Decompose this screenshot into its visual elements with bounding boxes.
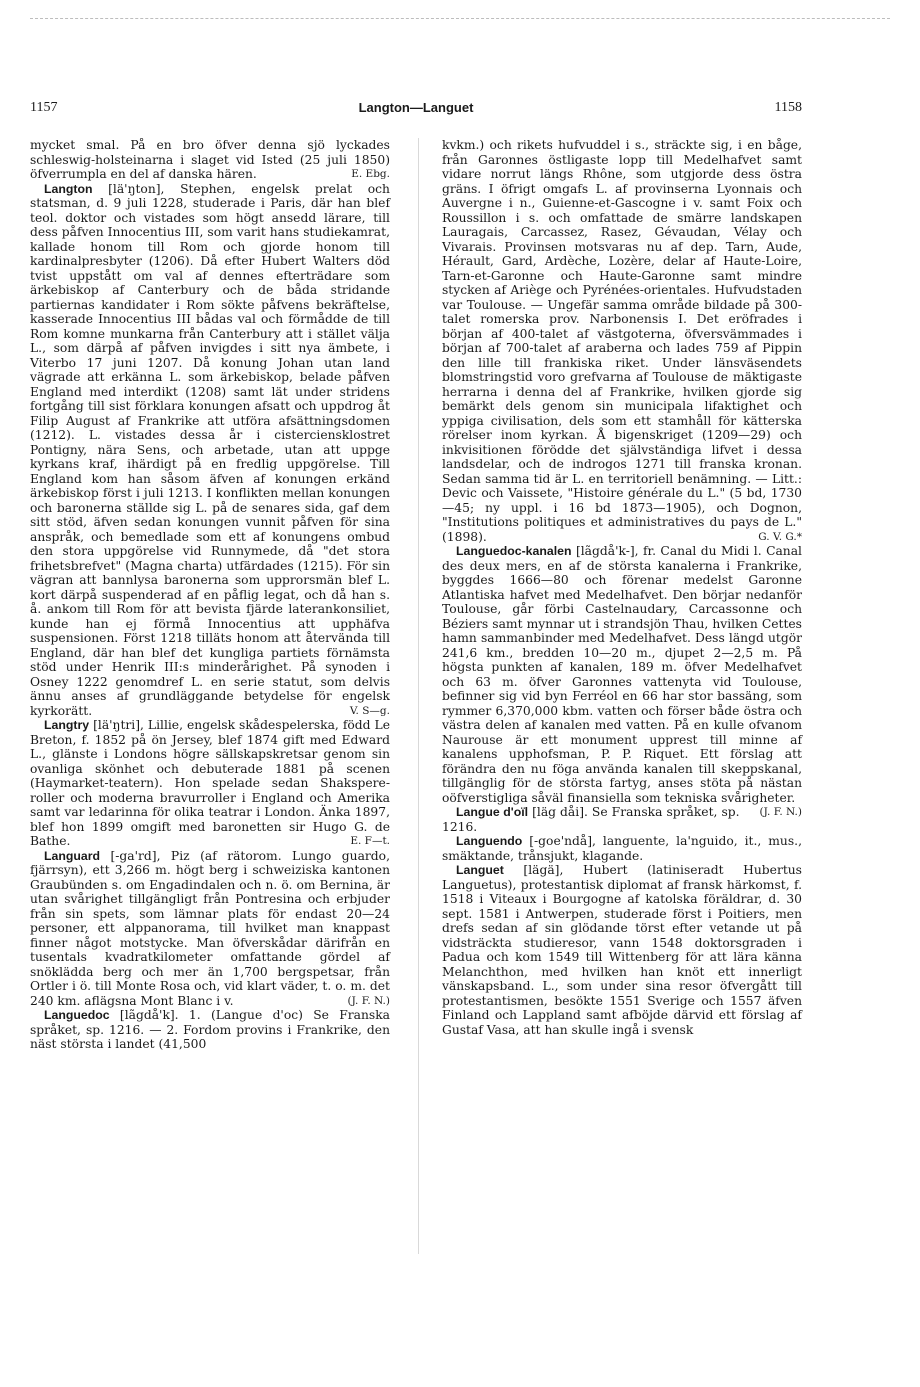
entry-languet: [442, 863, 802, 1037]
entry-text: [läg dåi]. Se Franska språket, sp. 1216.: [442, 805, 740, 834]
entry-continuation: [442, 138, 802, 544]
entry-langtry: [30, 718, 390, 849]
headword: Languet: [456, 863, 504, 877]
left-column: [30, 138, 390, 1052]
page-number-left: 1157: [30, 100, 58, 115]
author-signature: (J. F. N.): [347, 994, 390, 1007]
entry-text: [lä'ŋton], Stephen, engelsk prelat och statsman, d. 9 juli 1228, studerade i Paris, där han blef teol. doktor och vistades som högt ansedd lärare, till dess påfven Innocentius III, som varit hans studiekamrat, kallade honom till Rom och gjorde honom till kardinalpresbyter (1206). Då efter Hubert Walters död tvist uppstått om val af dennes efterträdare som ärkebiskop af Canterbury och de båda stridande partiernas kandidater i Rom sökte påfvens bekräftelse, kasserade Innocentius III bådas val och förmådde de till Rom komne munkarna från Canterbury att i stället välja L., som därpå af påfven invigdes i sitt nya ämbete, i Viterbo 17 juni 1207. Då konung Johan utan land vägrade att erkänna L. som ärkebiskop, belade påfven England med interdikt (1208) samt lät under stridens fortgång till sist förklara konungen afsatt och uppdrog åt Filip August af Frankrike att utföra afsättningsdomen (1212). L. vistades dessa år i cisterciensklostret Pontigny, nära Sens, och arbetade, utan att uppge kyrkans kraf, ihärdigt på en fredlig uppgörelse. Till England kom han såsom äfven af konungen erkänd ärkebiskop först i juli 1213. I konflikten mellan konungen och baronerna ställde sig L. på de senares sida, gaf dem sitt stöd, äfven sedan konungen vunnit påfven för sina anspråk, och bemedlade som ett af konungens ombud den stora uppgörelse vid Runnymede, då "det stora frihetsbrefvet" (Magna charta) utfärdades (1215). För sin vägran att bannlysa baronerna som upprorsmän blef L. kort därpå suspenderad af en påflig legat, och då han s. å. ankom till Rom för att bevista fjärde laterankonsiliet, kunde han ej förmå Innocentius att upphäfva suspensionen. Först 1218 tilläts honom att återvända till England, där han blef det kungliga partiets förnämsta stöd under Henrik III:s minderårighet. På synoden i Osney 1222 genomdref L. en serie statut, som delvis ännu anses af grundläggande betydelse för engelsk kyrkorätt.: [30, 181, 390, 718]
entry-text: [lãgdå'k]. 1. (Langue d'oc) Se Franska språket, sp. 1216. — 2. Fordom provins i Frankrike, den näst största i landet (41,500: [30, 1008, 390, 1051]
author-signature: V. S—g.: [349, 704, 390, 717]
entry-languendo: [442, 834, 802, 863]
entry-text: [lä'ŋtri], Lillie, engelsk skådespelerska, född Le Breton, f. 1852 på ön Jersey, blef 1874 gift med Edward L., glänste i Londons högre sällskapskretsar genom sin ovanliga skönhet och debuterade 1881 på scenen (Haymarket-teatern). Hon spelade sedan Shakspere-roller och moderna bravurroller i England och Amerika samt var ledarinna för olika teatrar i London. Änka 1897, blef hon 1899 omgift med baronetten sir Hugo G. de Bathe.: [30, 718, 390, 848]
author-signature: (J. F. N.): [759, 806, 802, 818]
author-signature: E. F—t.: [350, 835, 390, 847]
entry-text: [lãgdå'k-], fr. Canal du Midi l. Canal des deux mers, en af de största kanalerna i Frankrike, byggdes 1666—80 och förenar medelst Garonne Atlantiska hafvet med Medelhafvet. Den börjar nedanför Toulouse, går förbi Castelnaudary, Carcassonne och Béziers samt mynnar ut i strandsjön Thau, hvilken Cettes hamn sammanbinder med Medelhafvet. Dess längd utgör 241,6 km., bredden 10—20 m., djupet 2—2,5 m. På högsta punkten af kanalen, 189 m. öfver Medelhafvet och 63 m. öfver Garonnes vattenyta vid Toulouse, befinner sig vid byn Ferréol en 66 har stor bassäng, som rymmer 6,370,000 kbm. vatten och förser både östra och västra delen af kanalen med vatten. På en kulle ofvanom Naurouse är ett monument upprest till minne af kanalens upphofsman, P. P. Riquet. Ett förslag att förändra den nu föga använda kanalen till skeppskanal, tillgänglig för de största fartyg, anses stöta på nästan oöfverstigliga såväl finansiella som tekniska svårigheter.: [442, 544, 802, 805]
entry-languard: [30, 849, 390, 1009]
entry-text: [-goe'ndå], languente, la'nguido, it., mus., smäktande, trånsjukt, klagande.: [442, 834, 802, 863]
headword: Languedoc-kanalen: [456, 544, 572, 558]
entry-text: [-ga'rd], Piz (af rätorom. Lungo guardo, fjärrsyn), ett 3,266 m. högt berg i schweiziska kantonen Graubünden s. om Engadindalen och n. ö. om Bernina, är utan svårighet tillgängligt från Pontresina och erbjuder från sin spets, som lämnar plats för endast 20—24 personer, ett alppanorama, till hvilket man knappast finner något motstycke. Man öfverskådar därifrån en tusentals kvadratkilometer omfattande gördel af snöklädda berg och mer än 1,700 bergspetsar, från Ortler i ö. till Monte Rosa och, vid klart väder, t. o. m. det 240 km. aflägsna Mont Blanc i v.: [30, 848, 390, 1008]
page-number-right: 1158: [774, 100, 802, 115]
headword: Languendo: [456, 834, 523, 848]
entry-continuation: [30, 138, 390, 182]
entry-languedoc: [30, 1008, 390, 1052]
page-header: [30, 100, 802, 120]
running-title: Langton—Languet: [358, 100, 474, 115]
headword: Langtry: [44, 718, 90, 732]
entry-text: [lägä], Hubert (latiniseradt Hubertus Languetus), protestantisk diplomat af fransk härkomst, f. 1518 i Viteaux i Bourgogne af katolska föräldrar, d. 30 sept. 1581 i Antwerpen, studerade först i Poitiers, men drefs sedan af sin glödande törst efter vetande ut på vidsträckta studieresor, vann 1548 doktorsgraden i Padua och kom 1549 till Wittenberg för att lära känna Melanchthon, med hvilken han knöt ett innerligt vänskapsband. L., som under sina resor öfvergått till protestantismen, besökte 1551 Sverige och 1557 äfven Finland och Lappland samt afböjde därvid ett förslag af Gustaf Vasa, att han skulle ingå i svensk: [442, 863, 802, 1037]
author-signature: G. V. G.*: [758, 530, 802, 543]
entry-langton: [30, 182, 390, 719]
entry-text: kvkm.) och rikets hufvuddel i s., sträckte sig, i en båge, från Garonnes östligaste lopp till Medelhafvet samt vidare norrut längs Rhône, som utgjorde dess östra gräns. I öfrigt omgafs L. af provinserna Lyonnais och Auvergne i n., Guienne-et-Gascogne i v. samt Foix och Roussillon i s. och omfattade de smärre landskapen Lauragais, Carcassez, Rasez, Gévaudan, Vélay och Vivarais. Provinsen motsvaras nu af dep. Tarn, Aude, Hérault, Gard, Ardèche, Lozère, delar af Haute-Loire, Tarn-et-Garonne och Haute-Garonne samt mindre stycken af Ariège och Pyrénées-orientales. Hufvudstaden var Toulouse. — Ungefär samma område bildade på 300-talet romerska prov. Narbonensis I. Det eröfrades i början af 400-talet af västgoterna, öfversvämmades i början af 700-talet af araberna och lades 759 af Pippin den lille till frankiska riket. Under länsväsendets blomstringstid voro grefvarna af Toulouse de mäktigaste herrarna i denna del af Frankrike, hvilken gjorde sig bemärkt dels genom sin municipala lifaktighet och yppiga civilisation, dels som ett stamhåll för kätterska rörelser inom kyrkan. Å bigenskriget (1209—29) och inkvisitionen förödde det självständiga lifvet i dessa landsdelar, och de indrogos 1271 till franska kronan. Sedan samma tid är L. en territoriell benämning. — Litt.: Devic och Vaissete, "Histoire générale du L." (5 bd, 1730—45; ny uppl. i 16 bd 1873—1905), och Dognon, "Institutions politiques et administratives du pays de L." (1898).: [442, 138, 802, 544]
entry-text: mycket smal. På en bro öfver denna sjö lyckades schleswig-holsteinarna i slaget vid Isted (25 juli 1850) öfverrumpla en del af danska hären.: [30, 138, 390, 181]
headword: Languard: [44, 848, 101, 863]
column-divider: [418, 138, 419, 1254]
author-signature: E. Ebg.: [351, 168, 390, 180]
right-column: [442, 138, 802, 1037]
headword: Languedoc: [44, 1008, 110, 1022]
top-scan-rule: [30, 18, 890, 19]
headword: Langue d'oïl: [456, 805, 529, 819]
headword: Langton: [44, 181, 93, 196]
